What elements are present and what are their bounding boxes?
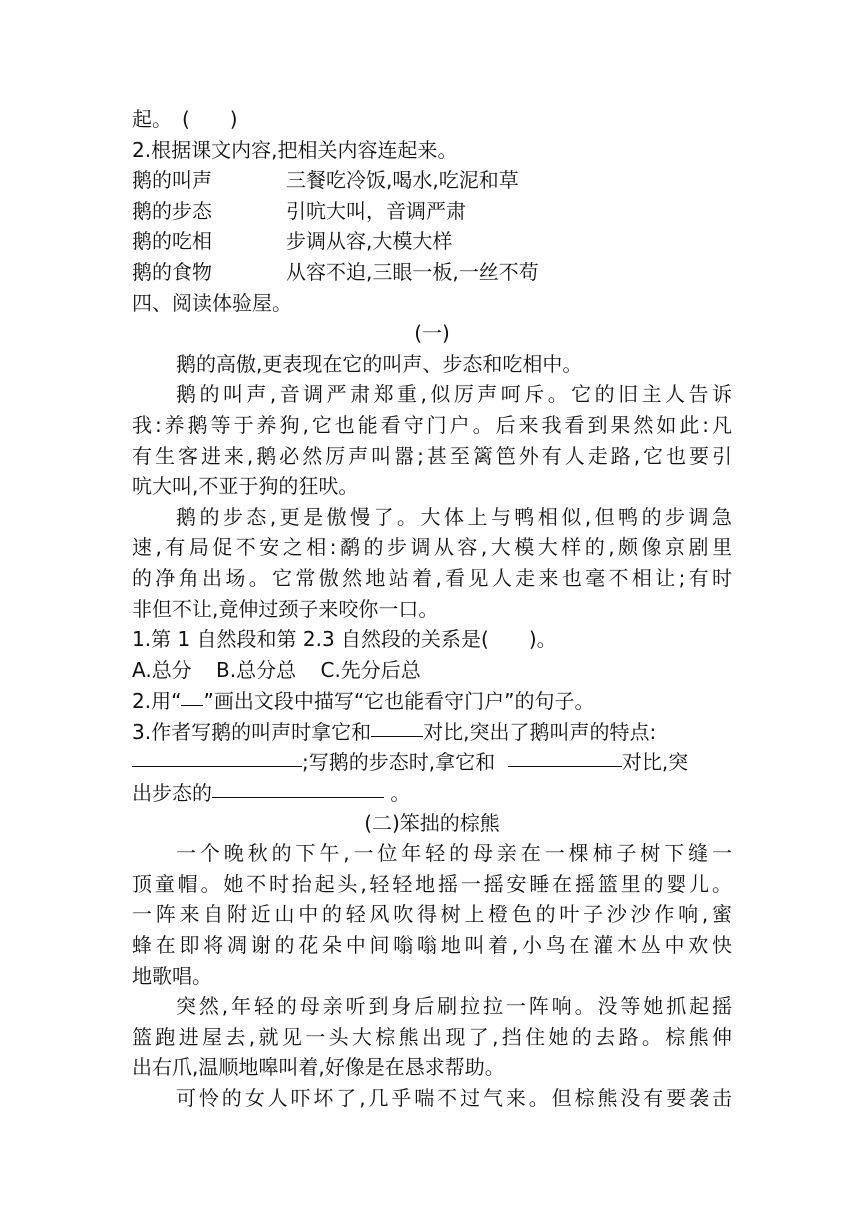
paragraph-line: 出右爪,温顺地嗥叫着,好像是在恳求帮助。 <box>132 1055 505 1080</box>
match-right: 三餐吃冷饭,喝水,吃泥和草 <box>286 168 519 193</box>
paragraph-line: 突然,年轻的母亲听到身后刷拉拉一阵响。没等她抓起摇 <box>176 994 732 1019</box>
match-left: 鹅的食物 <box>132 259 212 284</box>
text-line: 起。 ( ) <box>132 107 238 131</box>
question-3-line-1: 3.作者写鹅的叫声时拿它和 对比,突出了鹅叫声的特点: <box>132 716 732 747</box>
section-heading: 四、阅读体验屋。 <box>132 290 292 315</box>
match-right: 步调从容,大模大样 <box>286 229 453 254</box>
answer-blank[interactable] <box>181 685 203 706</box>
match-row <box>132 257 732 288</box>
answer-blank[interactable] <box>371 716 423 737</box>
paragraph-line: 非但不让,竟伸过颈子来咬你一口。 <box>132 596 439 621</box>
question-heading: 2.根据课文内容,把相关内容连起来。 <box>132 137 458 162</box>
passage-title: (一) <box>414 321 450 346</box>
match-left: 鹅的吃相 <box>132 229 212 254</box>
match-left: 鹅的步态 <box>132 198 212 223</box>
answer-blank[interactable] <box>212 777 384 798</box>
paragraph-line: 地歌唱。 <box>132 963 212 988</box>
paragraph-line: 篮跑进屋去,就见一头大棕熊出现了,挡住她的去路。棕熊伸 <box>132 1024 732 1049</box>
match-left: 鹅的叫声 <box>132 168 212 193</box>
paragraph-line: 一阵来自附近山中的轻风吹得树上橙色的叶子沙沙作响,蜜 <box>132 902 732 927</box>
match-row <box>132 226 732 257</box>
question-3-line-2: ;写鹅的步态时,拿它和 对比,突 <box>132 746 732 777</box>
paragraph-line: 可怜的女人吓坏了,几乎喘不过气来。但棕熊没有要袭击 <box>176 1086 732 1110</box>
match-right: 引吭大叫，音调严肃 <box>286 198 466 223</box>
document-page <box>132 104 732 1114</box>
passage-title: (二)笨拙的棕熊 <box>364 810 500 835</box>
question-1-options <box>132 655 732 686</box>
paragraph-line: 速,有局促不安之相:鹬的步调从容,大模大样的,颇像京剧里 <box>132 535 732 560</box>
question-1: 1.第 1 自然段和第 2.3 自然段的关系是( )。 <box>132 627 557 652</box>
paragraph-line: 我:养鹅等于养狗,它也能看守门户。后来我看到果然如此:凡 <box>132 412 732 437</box>
option-b: B.总分总 <box>216 657 297 682</box>
question-2: 2.用“ ”画出文段中描写“它也能看守门户”的句子。 <box>132 685 732 716</box>
answer-blank[interactable] <box>132 746 302 767</box>
option-a: A.总分 <box>132 657 192 682</box>
answer-blank[interactable] <box>508 746 622 767</box>
paragraph-line: 顶童帽。她不时抬起头,轻轻地摇一摇安睡在摇篮里的婴儿。 <box>132 871 732 896</box>
question-3-line-3: 出步态的 。 <box>132 777 732 808</box>
paragraph-line: 一个晚秋的下午,一位年轻的母亲在一棵柿子树下缝一 <box>176 841 732 866</box>
paragraph-line: 鹅的高傲,更表现在它的叫声、步态和吃相中。 <box>176 351 583 376</box>
paragraph-line: 吭大叫,不亚于狗的狂吠。 <box>132 474 359 499</box>
paragraph-line: 鹅的叫声,音调严肃郑重,似厉声呵斥。它的旧主人告诉 <box>176 382 732 407</box>
paragraph-line: 的净角出场。它常傲然地站着,看见人走来也毫不相让;有时 <box>132 565 732 590</box>
option-c: C.先分后总 <box>320 657 421 682</box>
paragraph-line: 蜂在即将凋谢的花朵中间嗡嗡地叫着,小鸟在灌木丛中欢快 <box>132 933 732 958</box>
match-row <box>132 165 732 196</box>
match-right: 从容不迫,三眼一板,一丝不苟 <box>286 259 539 284</box>
paragraph-line: 有生客进来,鹅必然厉声叫嚣;甚至篱笆外有人走路,它也要引 <box>132 443 732 468</box>
match-row <box>132 196 732 227</box>
paragraph-line: 鹅的步态,更是傲慢了。大体上与鸭相似,但鸭的步调急 <box>176 504 732 529</box>
